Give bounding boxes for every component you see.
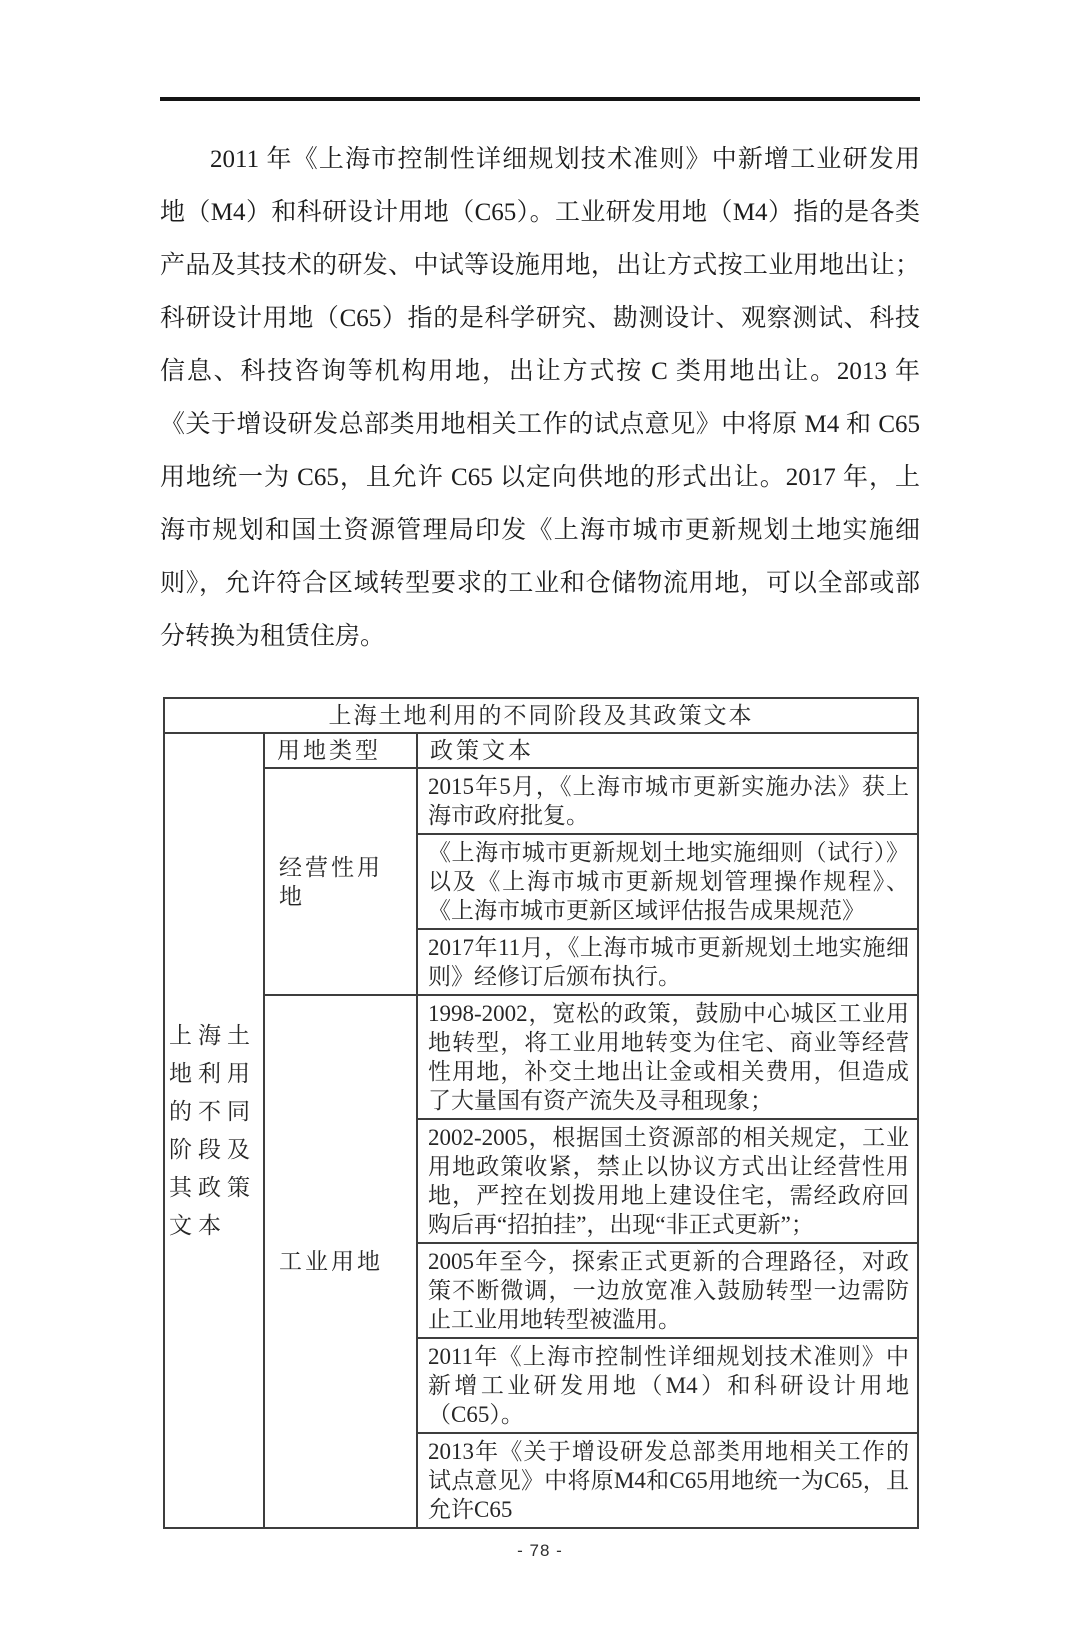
document-page [0, 97, 1080, 1625]
paragraph-line: 产品及其技术的研发、中试等设施用地，出让方式按工业用地出让； [160, 252, 920, 279]
land-type-industrial: 工业用地 [264, 995, 417, 1528]
paragraph-line: 信息、科技咨询等机构用地，出让方式按 C 类用地出让。2013 年 [160, 358, 920, 385]
land-type-commercial: 经营性用地 [264, 768, 417, 995]
paragraph-line: 海市规划和国土资源管理局印发《上海市城市更新规划土地实施细 [160, 517, 920, 544]
paragraph-line: 科研设计用地（C65）指的是科学研究、勘测设计、观察测试、科技 [160, 305, 920, 332]
table-row [164, 995, 918, 1119]
header-rule [160, 97, 920, 101]
paragraph-line: 《关于增设研发总部类用地相关工作的试点意见》中将原 M4 和 C65 [160, 411, 920, 438]
policy-text: 2005年至今，探索正式更新的合理路径，对政策不断微调，一边放宽准入鼓励转型一边需防止工业用地转型被滥用。 [417, 1243, 918, 1338]
column-header-policy: 政策文本 [417, 733, 918, 768]
policy-text: 2011年《上海市控制性详细规划技术准则》中新增工业研发用地（M4）和科研设计用地（C65）。 [417, 1338, 918, 1433]
table-stub-cell [164, 733, 264, 1528]
column-header-type: 用地类型 [264, 733, 417, 768]
land-policy-table [163, 697, 919, 1529]
policy-text: 2002-2005，根据国土资源部的相关规定，工业用地政策收紧，禁止以协议方式出让经营性用地，严控在划拨用地上建设住宅，需经政府回购后再“招拍挂”，出现“非正式更新”； [417, 1119, 918, 1243]
table-title: 上海土地利用的不同阶段及其政策文本 [164, 698, 918, 733]
policy-text: 2013年《关于增设研发总部类用地相关工作的试点意见》中将原M4和C65用地统一为C65，且允许C65 [417, 1433, 918, 1528]
paragraph-line: 则》，允许符合区域转型要求的工业和仓储物流用地，可以全部或部 [160, 570, 920, 597]
table-header-row [164, 733, 918, 768]
paragraph-line: 地（M4）和科研设计用地（C65）。工业研发用地（M4）指的是各类 [160, 199, 920, 226]
paragraph-line: 2011 年《上海市控制性详细规划技术准则》中新增工业研发用 [210, 146, 920, 173]
page-number: - 78 - [517, 1541, 563, 1560]
policy-text: 2015年5月，《上海市城市更新实施办法》获上海市政府批复。 [417, 768, 918, 834]
paragraph-line: 用地统一为 C65，且允许 C65 以定向供地的形式出让。2017 年，上 [160, 464, 920, 491]
body-paragraph [160, 133, 920, 663]
table-title-row [164, 698, 918, 733]
table-stub-label: 上海土地利用的不同阶段及其政策文本 [169, 1022, 256, 1238]
policy-text: 1998-2002，宽松的政策，鼓励中心城区工业用地转型，将工业用地转变为住宅、商业等经营性用地，补交土地出让金或相关费用，但造成了大量国有资产流失及寻租现象； [417, 995, 918, 1119]
policy-text: 2017年11月，《上海市城市更新规划土地实施细则》经修订后颁布执行。 [417, 929, 918, 995]
policy-text: 《上海市城市更新规划土地实施细则（试行）》以及《上海市城市更新规划管理操作规程》、《上海市城市更新区域评估报告成果规范》 [417, 834, 918, 929]
paragraph-line: 分转换为租赁住房。 [160, 623, 386, 650]
table-row [164, 768, 918, 834]
